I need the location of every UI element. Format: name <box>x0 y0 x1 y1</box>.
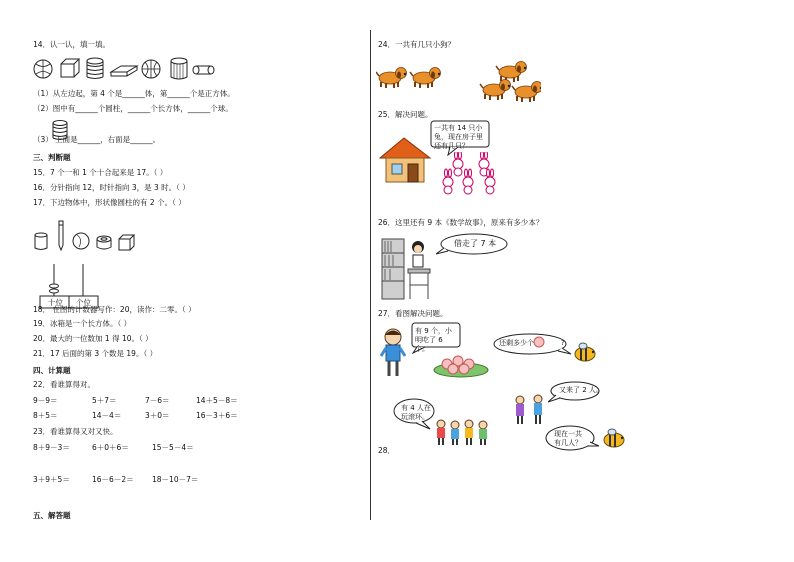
q23-cell: 6＋0＋6＝ <box>92 443 129 452</box>
dog-icon <box>480 80 511 101</box>
q22-cell: 3＋0＝ <box>145 411 170 420</box>
can-icon <box>171 58 187 79</box>
q17-objects <box>33 217 143 253</box>
bee-illustration <box>571 342 599 364</box>
q14-line2: （2）图中有______个圆柱，______个长方体，______个球。 <box>33 104 233 113</box>
q25-bubble-text: 一共有 14 只小兔，现在房子里还有几只？ <box>434 124 483 150</box>
peach-icon <box>459 364 469 374</box>
q26-bubble-text: 借走了 7 本 <box>454 239 497 248</box>
q22-cell: 9－9＝ <box>33 396 58 405</box>
q22-cell: 14－4＝ <box>92 411 122 420</box>
pencil-icon <box>59 221 63 250</box>
q28: 28． <box>378 446 396 455</box>
peach-plate-illustration <box>432 350 490 378</box>
q14-line3: （3） 上面是______，右面是______。 <box>33 135 161 144</box>
circle-icon <box>73 233 89 249</box>
abacus-ones-label: 个位 <box>76 298 91 307</box>
q14-shapes <box>33 56 218 82</box>
dog-icon <box>512 82 541 103</box>
section4-heading: 四、计算题 <box>33 366 71 375</box>
dog-icon <box>496 62 527 83</box>
child-icon <box>516 396 524 424</box>
child-icon <box>534 395 542 424</box>
rabbit-icon <box>463 169 473 194</box>
q28-bubble-1-text: 有 4 人在玩滚环。 <box>401 404 431 421</box>
child-icon <box>437 420 445 445</box>
q14-title: 14．认一认，填一填。 <box>33 40 111 49</box>
q18: 18． 在图的计数器写作：20，读作：二零。（ ） <box>33 305 196 314</box>
cylinder-cup-icon <box>35 233 47 250</box>
q27-bubble-2-text: 还剩多少个 <box>499 339 534 347</box>
q14-line1: （1）从左边起，第 4 个是______体，第______个是正方体。 <box>33 89 235 98</box>
q22-cell: 14＋5－8＝ <box>196 396 238 405</box>
basketball-icon <box>142 60 160 78</box>
children-playing-illustration <box>434 418 492 446</box>
boy-illustration <box>380 328 406 378</box>
q23-cell: 8＋9－3＝ <box>33 443 70 452</box>
rabbit-icon <box>485 169 495 194</box>
stacked-coins-icon <box>51 120 69 142</box>
q24: 24．一共有几只小狗？ <box>378 40 456 49</box>
section5-heading: 五、解答题 <box>33 511 71 520</box>
q16: 16．分针指向 12，时针指向 3，是 3 时。（ ） <box>33 183 190 192</box>
dog-icon <box>410 68 441 89</box>
two-children-illustration <box>512 394 548 426</box>
cube-icon <box>61 59 79 77</box>
ball-icon <box>34 60 52 78</box>
bookshelf-illustration <box>380 235 435 301</box>
q28-bubble-2-text: 又来了 2 人。 <box>559 386 603 394</box>
q22-cell: 16－3＋6＝ <box>196 411 238 420</box>
q23-cell: 15－5－4＝ <box>152 443 194 452</box>
section3-heading: 三、判断题 <box>33 153 71 162</box>
peach-icon <box>532 335 546 349</box>
q22-cell: 5＋7＝ <box>92 396 117 405</box>
rabbits-illustration <box>440 152 500 202</box>
q22: 22．看谁算得对。 <box>33 380 96 389</box>
bee-illustration <box>600 428 628 450</box>
dogs-illustration <box>376 58 541 103</box>
q19: 19．冰箱是一个长方体。（ ） <box>33 319 132 328</box>
child-icon <box>451 421 459 445</box>
q23: 23．看谁算得又对又快。 <box>33 427 118 436</box>
coin-stack-icon <box>87 58 103 79</box>
q25: 25．解决问题。 <box>378 110 433 119</box>
peach-icon <box>448 364 458 374</box>
rabbit-icon <box>453 152 463 176</box>
q23-cell: 3＋9＋5＝ <box>33 475 70 484</box>
house-illustration <box>378 136 433 184</box>
q23-cell: 18－10－7＝ <box>152 475 199 484</box>
tape-roll-icon <box>97 236 111 249</box>
q27-bubble-1-text: 有 9 个，小明吃了 6 个。 <box>415 327 452 353</box>
dog-icon <box>376 68 407 89</box>
q17: 17．下边物体中，形状像圆柱的有 2 个。（ ） <box>33 198 186 207</box>
column-divider <box>370 30 371 520</box>
q20: 20．最大的一位数加 1 得 10。（ ） <box>33 334 153 343</box>
abacus-tens-label: 十位 <box>48 298 63 307</box>
cylinder-icon <box>193 66 214 74</box>
q26: 26．这里还有 9 本《数学故事》，原来有多少本？ <box>378 218 544 227</box>
child-icon <box>465 420 473 445</box>
q22-cell: 8＋5＝ <box>33 411 58 420</box>
q27-question-mark: ? <box>561 339 565 347</box>
q28-bubble-3-text: 现在一共有几人？ <box>554 430 582 447</box>
q22-cell: 7－6＝ <box>145 396 170 405</box>
q21: 21．17 后面的第 3 个数是 19。（ ） <box>33 349 158 358</box>
q15: 15．7 个一和 1 个十合起来是 17。（ ） <box>33 168 168 177</box>
child-icon <box>479 421 487 445</box>
rabbit-icon <box>443 169 453 194</box>
cube-icon <box>119 235 134 250</box>
q27: 27．看图解决问题。 <box>378 309 448 318</box>
q23-cell: 16－6－2＝ <box>92 475 134 484</box>
cuboid-icon <box>111 66 137 76</box>
